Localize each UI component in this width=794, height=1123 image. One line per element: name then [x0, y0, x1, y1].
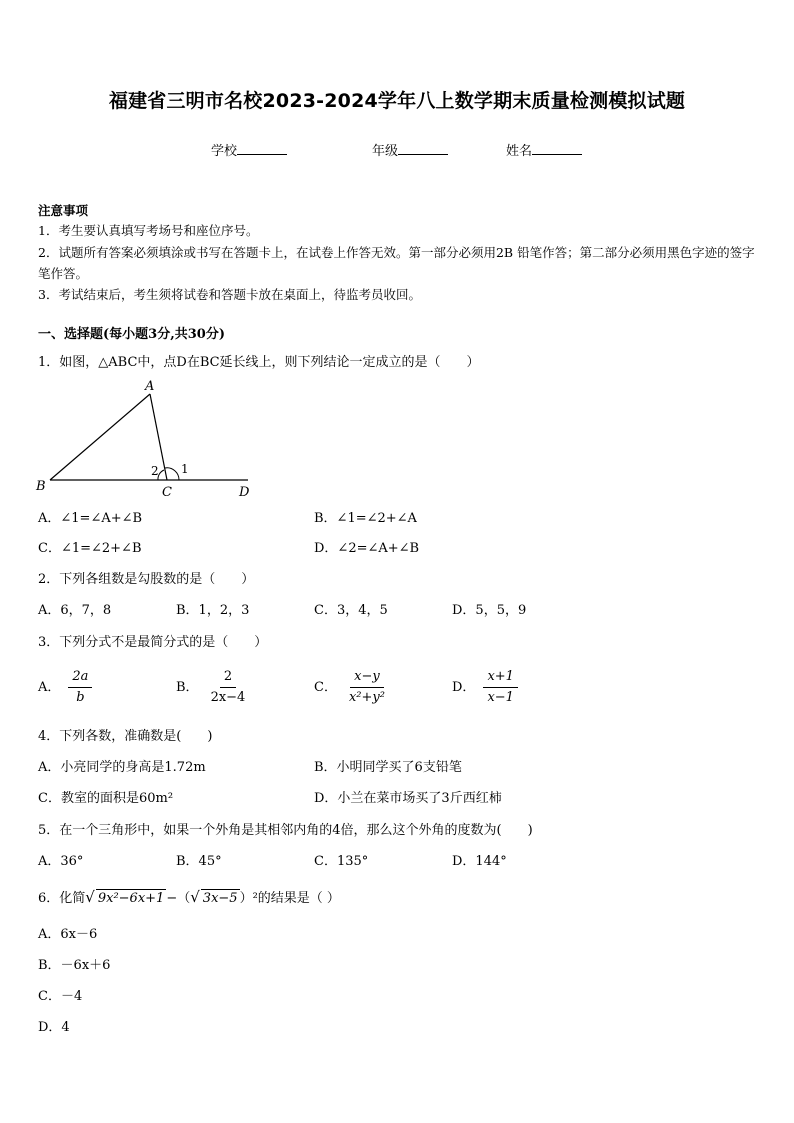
fraction-numerator: 2a — [68, 668, 92, 688]
q1-option-b[interactable]: B．∠1=∠2+∠A — [314, 511, 417, 526]
q3-option-b[interactable] — [176, 668, 249, 707]
q1-triangle-figure — [30, 372, 270, 502]
q6-radicand-1: 9x²−6x+1 — [97, 891, 165, 906]
q3-fraction-b — [207, 668, 250, 707]
q3-option-b-label: B． — [176, 679, 199, 695]
notice-item-3: 3．考试结束后，考生须将试卷和答题卡放在桌面上，待监考员收回。 — [38, 287, 421, 302]
page-title: 福建省三明市名校2023-2024学年八上数学期末质量检测模拟试题 — [108, 90, 686, 112]
q5-option-a[interactable]: A．36° — [38, 854, 84, 869]
fraction-denominator: x²+y² — [348, 690, 385, 705]
q3-option-a-label: A． — [38, 679, 61, 695]
q6-stem — [38, 888, 340, 908]
q1-option-c[interactable]: C．∠1=∠2+∠B — [38, 541, 142, 556]
q1-option-d[interactable]: D．∠2=∠A+∠B — [314, 541, 420, 556]
q4-option-d[interactable]: D．小兰在菜市场买了3斤西红柿 — [314, 791, 502, 806]
q6-option-b[interactable]: B．－6x＋6 — [38, 958, 111, 973]
fraction-denominator: x−1 — [487, 690, 514, 705]
q6-option-c[interactable]: C．－4 — [38, 989, 83, 1004]
q4-option-c[interactable]: C．教室的面积是60m² — [38, 791, 174, 806]
q6-minus: −（ — [166, 891, 191, 906]
q5-option-c[interactable]: C．135° — [314, 854, 369, 869]
q3-option-d-label: D． — [452, 679, 476, 695]
q3-fraction-c — [345, 668, 389, 707]
fraction-numerator: x+1 — [483, 668, 518, 688]
school-label: 学校 — [211, 144, 238, 159]
q4-stem: 4．下列各数，准确数是( ) — [38, 729, 213, 744]
angle-2-arc — [158, 470, 164, 480]
label-b: B — [36, 479, 46, 494]
q4-option-a[interactable]: A．小亮同学的身高是1.72m — [38, 760, 206, 775]
radical-sign-icon: √ — [85, 888, 95, 906]
grade-label: 年级 — [372, 144, 399, 159]
radical-sign-icon: √ — [190, 888, 200, 906]
fraction-numerator: x−y — [350, 668, 384, 688]
q5-stem: 5．在一个三角形中，如果一个外角是其相邻内角的4倍，那么这个外角的度数为( ) — [38, 823, 533, 838]
q5-option-b[interactable]: B．45° — [176, 854, 222, 869]
grade-field[interactable] — [372, 140, 448, 159]
label-c: C — [162, 485, 172, 500]
q6-radicand-2: 3x−5 — [202, 891, 238, 906]
q3-fraction-a — [68, 668, 92, 707]
q2-option-c[interactable]: C．3，4，5 — [314, 603, 388, 618]
name-blank[interactable] — [532, 142, 582, 155]
school-blank[interactable] — [237, 142, 287, 155]
label-angle-1: 1 — [181, 462, 189, 476]
q3-option-c-label: C． — [314, 679, 337, 695]
q6-prefix: 6．化简 — [38, 891, 86, 906]
label-angle-2: 2 — [151, 464, 159, 478]
q5-option-d[interactable]: D．144° — [452, 854, 507, 869]
grade-blank[interactable] — [398, 142, 448, 155]
q3-option-a[interactable] — [38, 668, 92, 707]
fraction-denominator: b — [76, 690, 85, 705]
q6-suffix: ）²的结果是（ ） — [239, 891, 340, 906]
q4-option-b[interactable]: B．小明同学买了6支铅笔 — [314, 760, 462, 775]
name-field[interactable] — [506, 140, 582, 159]
notice-item-2: 2．试题所有答案必须填涂或书写在答题卡上，在试卷上作答无效。第一部分必须用2B 铅笔作答；第二部分必须用黑色字迹的签字笔作答。 — [38, 245, 755, 281]
q2-stem: 2．下列各组数是勾股数的是（ ） — [38, 572, 255, 587]
q6-option-a[interactable]: A．6x－6 — [38, 927, 98, 942]
label-d: D — [239, 485, 250, 500]
section-heading: 一、选择题(每小题3分,共30分) — [38, 327, 225, 342]
notice-heading: 注意事项 — [38, 203, 89, 218]
label-a: A — [145, 379, 155, 394]
q2-option-a[interactable]: A．6，7，8 — [38, 603, 112, 618]
q1-option-a[interactable]: A．∠1=∠A+∠B — [38, 511, 143, 526]
q2-option-d[interactable]: D．5，5，9 — [452, 603, 527, 618]
school-field[interactable] — [211, 140, 287, 159]
q2-option-b[interactable]: B．1，2，3 — [176, 603, 250, 618]
q3-fraction-d — [483, 668, 518, 707]
fraction-denominator: 2x−4 — [210, 690, 246, 705]
side-ab — [50, 394, 150, 480]
q6-option-d[interactable]: D．4 — [38, 1020, 70, 1035]
q3-option-c[interactable] — [314, 668, 389, 707]
name-label: 姓名 — [506, 144, 533, 159]
notice-item-1: 1．考生要认真填写考场号和座位序号。 — [38, 223, 259, 238]
fraction-numerator: 2 — [220, 668, 236, 688]
q3-stem: 3．下列分式不是最简分式的是（ ） — [38, 635, 268, 650]
q1-stem: 1．如图，△ABC中，点D在BC延长线上，则下列结论一定成立的是（ ） — [38, 355, 480, 370]
q3-option-d[interactable] — [452, 668, 518, 707]
